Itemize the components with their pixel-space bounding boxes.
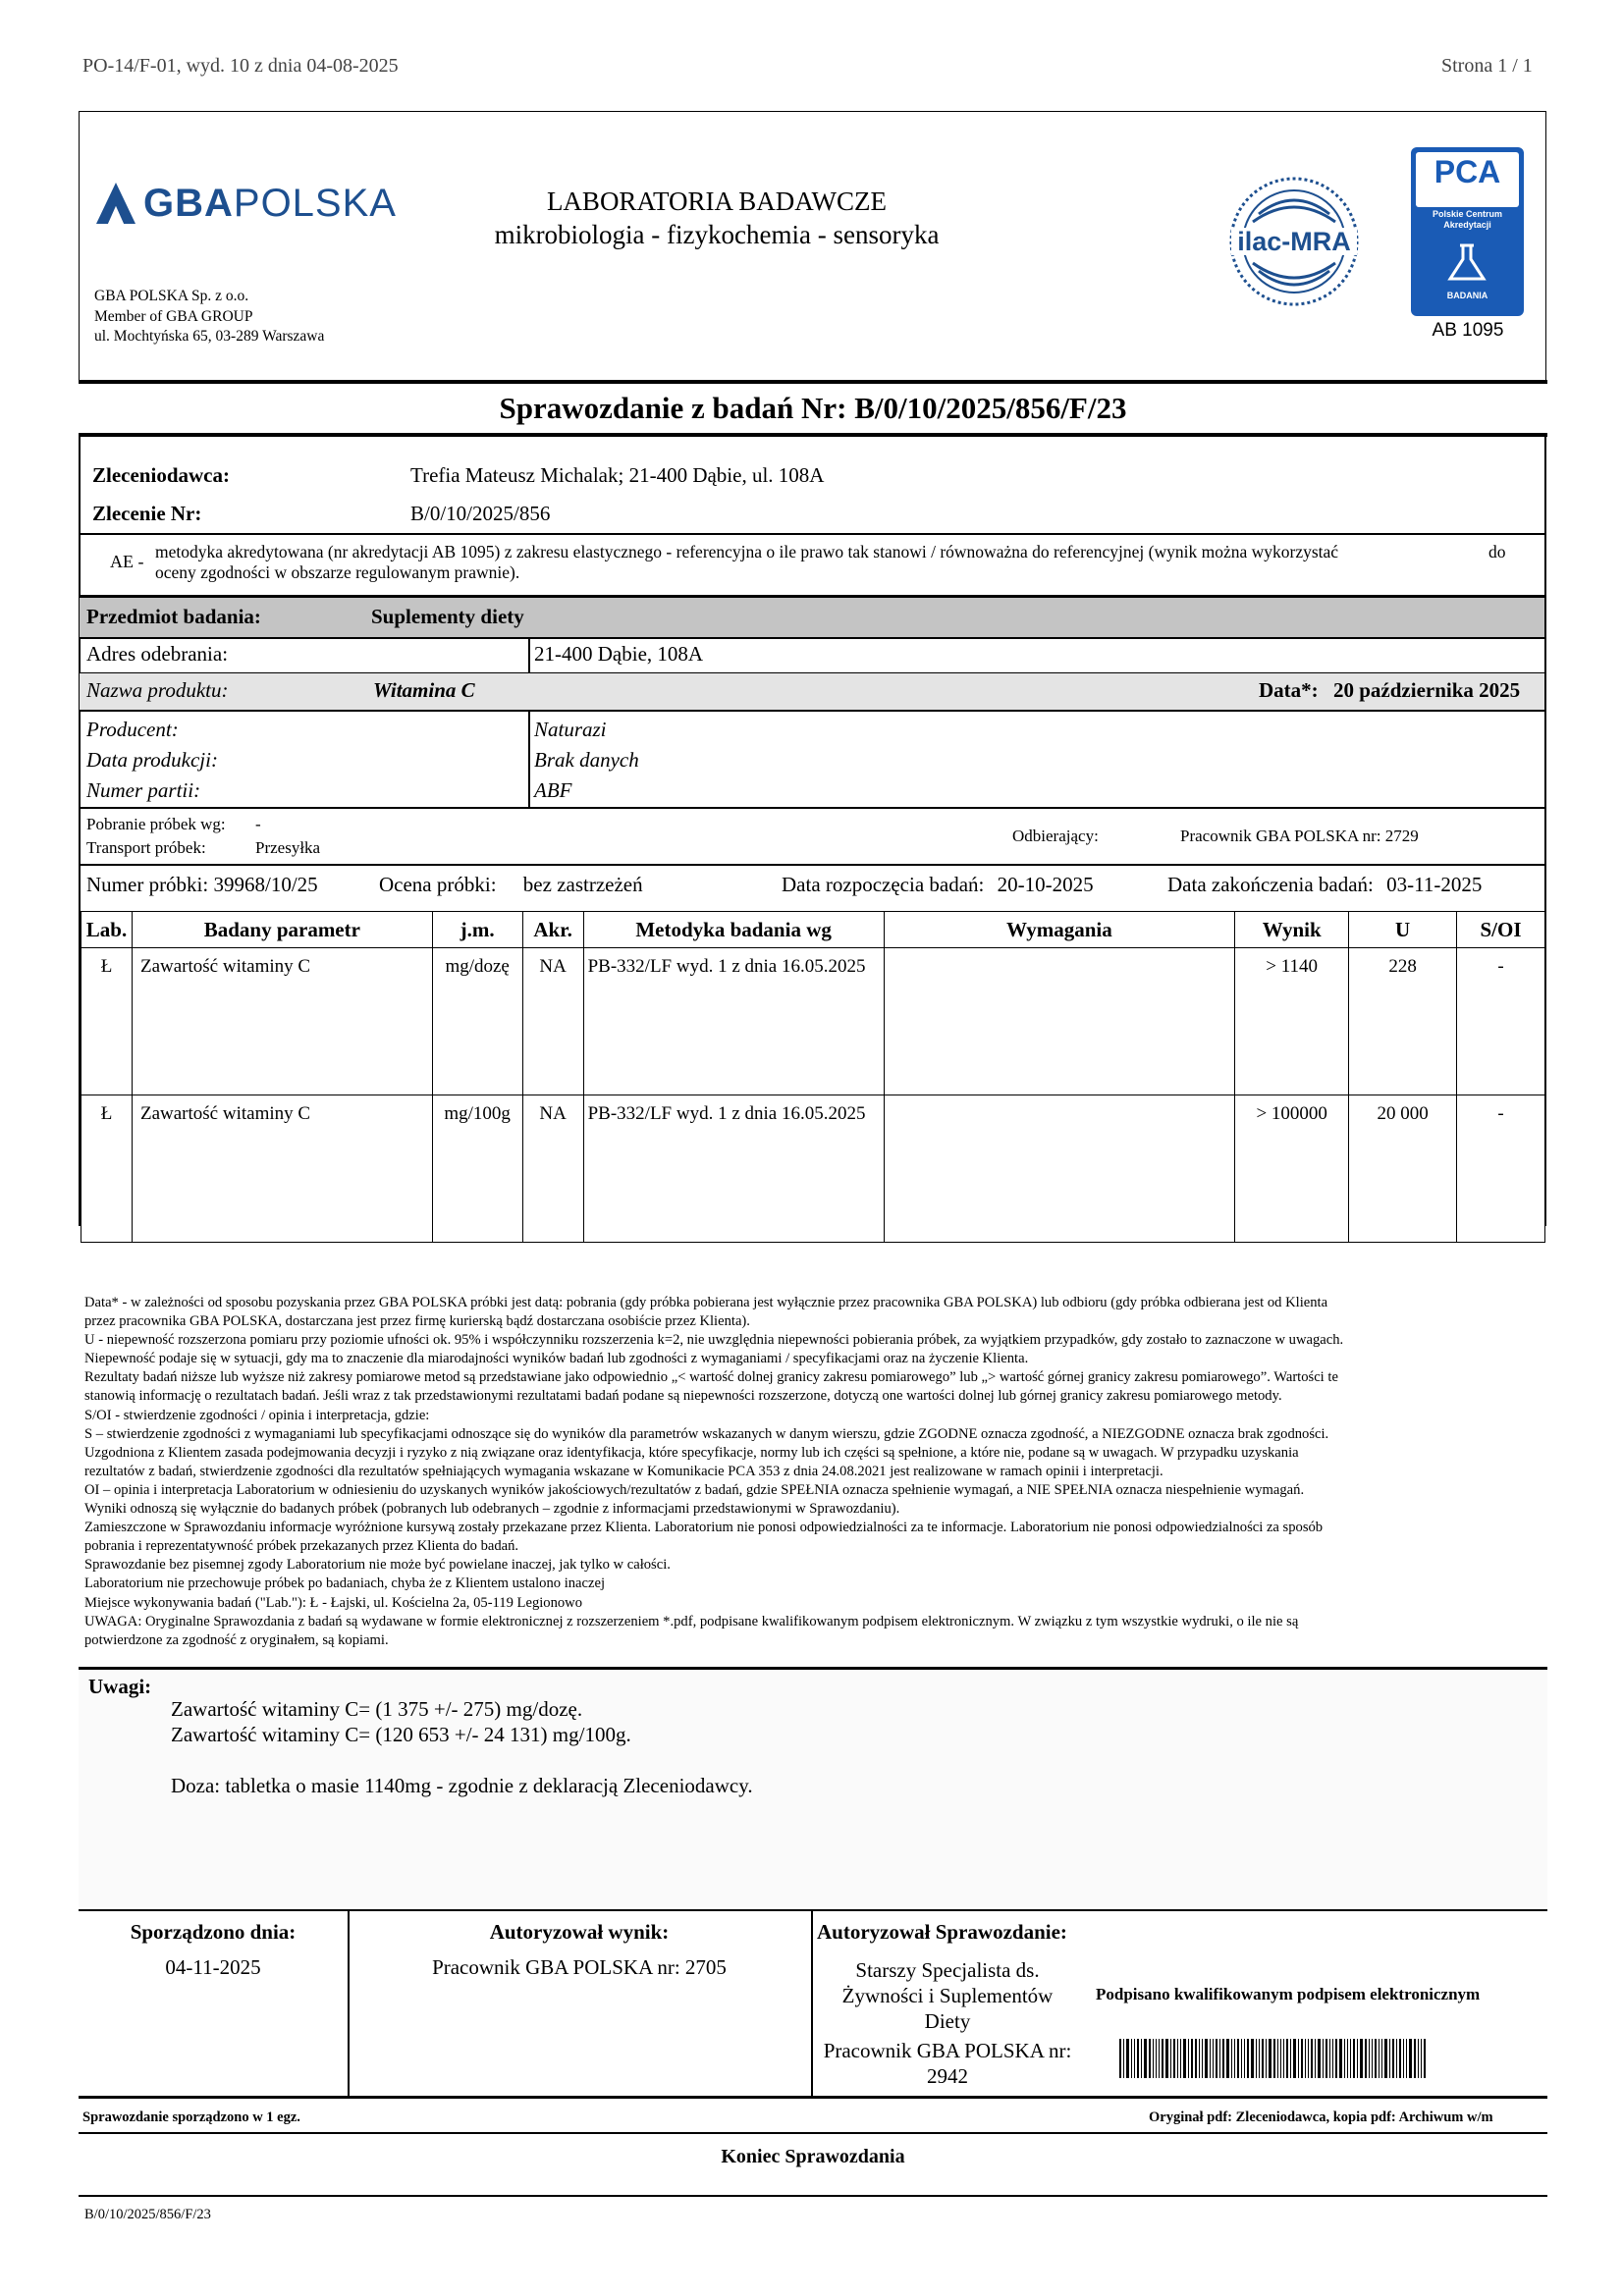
ilac-mra-text: ilac-MRA [1237,227,1351,256]
receiver-value: Pracownik GBA POLSKA nr: 2729 [1180,827,1419,845]
authorized-result-label: Autoryzował wynik: [489,1920,670,1944]
sample-number-label: Numer próbki: [86,873,209,896]
barcode-bar [1191,2039,1193,2078]
barcode-bar [1244,2039,1245,2078]
barcode-bar [1126,2039,1129,2078]
cell-accreditation: NA [522,1095,583,1243]
pca-logo [1411,147,1524,316]
barcode-bar [1247,2039,1249,2078]
barcode-bar [1353,2039,1355,2078]
batch-label: Numer partii: [86,778,201,802]
footnote-line: S – stwierdzenie zgodności z wymaganiami lub specyfikacjami odnoszące się do wyników dla parametrów wskazanych w danym wierszu, gdzie ZGODNE oznacza zgodność, a NIEZGODNE oznacza brak zgodności. [84,1425,1329,1442]
cell-requirements [884,948,1235,1095]
footnote-line: UWAGA: Oryginalne Sprawozdania z badań są wydawane w formie elektronicznej z rozszerzeniem *.pdf, podpisane kwalifikowanym podpisem elektronicznym. W związku z tym wszystkie wydruki, o ile nie są [84,1613,1299,1629]
footnote-line: Data* - w zależności od sposobu pozyskania przez GBA POLSKA próbki jest datą: pobrania (gdy próbka pobierana jest wyłącznie przez pracownika GBA POLSKA) lub odbioru (gdy próbka odbierana jest od Klienta [84,1295,1328,1310]
table-row [81,948,1545,1095]
ae-label: AE - [110,552,144,571]
authorizer-role-line: Starszy Specjalista ds. [855,1958,1040,1982]
end-date-label: Data zakończenia badań: [1167,873,1374,896]
barcode-bar [1409,2039,1412,2078]
start-date [782,873,1094,897]
cell-lab: Ł [81,948,133,1095]
sample-number-value: 39968/10/25 [213,873,318,896]
barcode-bar [1262,2039,1264,2078]
barcode-bar [1406,2039,1407,2078]
footnote-line: stanowią informację o rezultatach badań. Jeśli wraz z tak przedstawionymi rezultatami badań podane są niepewności rozszerzone, dotyczą one wartości dolnej lub górnej granicy zakresu pomiarowego metody. [84,1388,1282,1405]
barcode-bar [1183,2039,1186,2078]
barcode-bar [1286,2039,1288,2078]
barcode-bar [1216,2039,1217,2078]
barcode-bar [1372,2039,1373,2078]
cell-method: PB-332/LF wyd. 1 z dnia 16.05.2025 [583,1095,884,1243]
barcode-bar [1421,2039,1422,2078]
barcode-bar [1347,2039,1348,2078]
sample-evaluation-value: bez zastrzeżeń [522,873,643,896]
lab-address-line: GBA POLSKA Sp. z o.o. [94,288,249,304]
results-table [81,911,1545,1243]
barcode-bar [1424,2039,1426,2078]
footer-report-number: B/0/10/2025/856/F/23 [84,2207,211,2222]
batch-value: ABF [534,778,572,802]
ae-line2: oceny zgodności w obszarze regulowanym prawnie). [155,562,520,582]
barcode-bar [1219,2039,1220,2078]
authorizer-role-line: Diety [924,2009,971,2033]
barcode-bar [1259,2039,1260,2078]
footnote-line: U - niepewność rozszerzona pomiaru przy poziomie ufności ok. 95% i współczynniku rozszerzenia k=2, nie uwzględnia niepewności pobierania próbek, za wyjątkiem przypadków, gdy zostało to zaznaczone w uwagach. [84,1332,1344,1349]
barcode-bar [1277,2039,1278,2078]
barcode-bar [1144,2039,1147,2078]
cell-requirements [884,1095,1235,1243]
barcode-bar [1266,2039,1267,2078]
footnote-line: potwierdzone za zgodność z oryginałem, są kopiami. [84,1631,389,1648]
gba-logo-icon [94,181,137,226]
authorizer-role [811,1957,1084,2034]
flask-icon [1442,241,1491,285]
cell-result: > 100000 [1235,1095,1349,1243]
footnote-line: Zamieszczone w Sprawozdaniu informacje wyróżnione kursywą zostały przekazane przez Klienta. Laboratorium nie ponosi odpowiedzialności za te informacje. Laboratorium nie ponosi odpowiedzialności za sposób [84,1520,1324,1536]
end-date-value: 03-11-2025 [1386,873,1483,896]
barcode-bar [1308,2039,1309,2078]
barcode-bar [1350,2039,1351,2078]
barcode-bar [1375,2039,1377,2078]
producer-value: Naturazi [534,718,607,741]
footnote-line: przez pracownika GBA POLSKA, dostarczana jest przez firmę kurierską bądź dostarczana osobiście przez Klienta). [84,1313,750,1330]
header-uncertainty: U [1349,912,1457,948]
production-date-label: Data produkcji: [86,748,218,772]
footnote-line: Sprawozdanie bez pisemnej zgody Laboratorium nie może być powielane inaczej, jak tylko w całości. [84,1557,671,1574]
remark-line: Doza: tabletka o masie 1140mg - zgodnie z deklaracją Zleceniodawcy. [171,1774,753,1797]
barcode-bar [1332,2039,1333,2078]
cell-unit: mg/100g [432,1095,522,1243]
barcode-bar [1153,2039,1154,2078]
barcode-bar [1149,2039,1151,2078]
authorizer-role-line: Żywności i Suplementów [841,1984,1054,2007]
barcode-bar [1414,2039,1416,2078]
barcode-bar [1305,2039,1306,2078]
remark-line: Zawartość witaminy C= (120 653 +/- 24 131) mg/100g. [171,1723,631,1746]
barcode-bar [1290,2039,1291,2078]
sampling-label: Pobranie próbek wg: [86,815,226,833]
barcode-bar [1165,2039,1168,2078]
barcode-bar [1283,2039,1284,2078]
footnote-line: Niepewność podaje się w sytuacji, gdy ma to znaczenie dla miarodajności wyników badań lub zgodności z wymaganiami / specyfikacjami oraz na życzenie Klienta. [84,1351,1029,1367]
sampling-value: - [255,815,261,833]
barcode-bar [1360,2039,1363,2078]
barcode-bar [1188,2039,1189,2078]
barcode-bar [1159,2039,1160,2078]
form-code: PO-14/F-01, wyd. 10 z dnia 04-08-2025 [82,55,399,77]
barcode-bar [1241,2039,1242,2078]
header-requirements: Wymagania [884,912,1235,948]
sample-evaluation-label: Ocena próbki: [379,873,497,896]
page-number: Strona 1 / 1 [1441,55,1533,77]
address-label: Adres odebrania: [86,642,229,666]
header-lab: Lab. [81,912,133,948]
barcode-bar [1357,2039,1358,2078]
barcode-bar [1170,2039,1171,2078]
ae-do: do [1488,542,1506,561]
barcode-bar [1318,2039,1321,2078]
barcode-bar [1339,2039,1342,2078]
transport-label: Transport próbek: [86,838,206,857]
remarks-text [171,1696,753,1798]
cell-soi: - [1457,948,1545,1095]
footnotes [84,1294,1547,1650]
client-value: Trefia Mateusz Michalak; 21-400 Dąbie, ul. 108A [410,463,825,487]
barcode-bar [1325,2039,1327,2078]
barcode-bar [1365,2039,1367,2078]
barcode-bar [1205,2039,1208,2078]
copies-note: Sprawozdanie sporządzono w 1 egz. [82,2109,300,2125]
barcode-bar [1403,2039,1404,2078]
barcode-bar [1237,2039,1239,2078]
header-accreditation: Akr. [522,912,583,948]
cell-unit: mg/dozę [432,948,522,1095]
barcode-bar [1213,2039,1214,2078]
barcode-bar [1311,2039,1313,2078]
barcode-bar [1226,2039,1229,2078]
barcode-bar [1202,2039,1203,2078]
results-header-row [81,912,1545,948]
barcode-bar [1131,2039,1132,2078]
barcode-bar [1210,2039,1211,2078]
date-label: Data*: [1259,678,1319,702]
pca-text: PCA [1434,154,1501,189]
ilac-mra-seal-icon [1225,173,1363,310]
lab-title-line2: mikrobiologia - fizykochemia - sensoryka [494,220,940,249]
remarks-label: Uwagi: [88,1675,152,1698]
header-soi: S/OI [1457,912,1545,948]
cell-parameter: Zawartość witaminy C [132,948,432,1095]
barcode-bar [1280,2039,1281,2078]
order-value: B/0/10/2025/856 [410,502,551,525]
barcode-bar [1273,2039,1275,2078]
cell-uncertainty: 20 000 [1349,1095,1457,1243]
barcode-bar [1231,2039,1232,2078]
transport-value: Przesyłka [255,838,321,857]
barcode-icon [1119,2039,1520,2078]
signed-text: Podpisano kwalifikowanym podpisem elektronicznym [1096,1985,1481,2003]
barcode-bar [1156,2039,1157,2078]
barcode-bar [1199,2039,1200,2078]
date-value: 20 października 2025 [1333,678,1521,702]
footnote-line: pobrania i reprezentatywność próbek przekazanych przez Klienta do badań. [84,1538,519,1555]
cell-accreditation: NA [522,948,583,1095]
cell-method: PB-332/LF wyd. 1 z dnia 16.05.2025 [583,948,884,1095]
barcode-bar [1162,2039,1163,2078]
table-row [81,1095,1545,1243]
pca-badania: BADANIA [1446,291,1488,300]
footnote-line: Uzgodniona z Klientem zasada podejmowania decyzji i ryzyko z nią związane oraz identyfikacja, które specyfikacje, normy lub ich części są spełnione, a które nie, podane są w uwagach. W przypadku uzyskania [84,1444,1299,1461]
client-label: Zleceniodawca: [92,463,230,487]
footnote-line: rezultatów z badań, stwierdzenie zgodności dla rezultatów spełniających wymagania wskazane w Komunikacie PCA 353 z dnia 24.08.2021 jest realizowane w ramach opinii i interpretacji. [84,1463,1163,1479]
barcode-bar [1329,2039,1330,2078]
barcode-bar [1315,2039,1316,2078]
barcode-bar [1123,2039,1124,2078]
order-label: Zlecenie Nr: [92,502,202,525]
authorizer-employee-line: Pracownik GBA POLSKA nr: [823,2039,1072,2062]
authorized-result-value: Pracownik GBA POLSKA nr: 2705 [432,1955,727,1979]
pca-sub-line2: Akredytacji [1443,220,1491,230]
barcode-bar [1344,2039,1345,2078]
authorized-report-label: Autoryzował Sprawozdanie: [817,1920,1067,1944]
barcode-bar [1234,2039,1235,2078]
header-method: Metodyka badania wg [583,912,884,948]
footnote-line: OI – opinia i interpretacja Laboratorium w odniesieniu do uzyskanych wyników jakościowych/rezultatów z badań, gdzie SPEŁNIA oznacza spełnienie wymagań, a NIE SPEŁNIA oznacza niespełnienie wymagań. [84,1481,1305,1498]
authorizer-employee [811,2038,1084,2089]
barcode-bar [1301,2039,1303,2078]
barcode-bar [1180,2039,1181,2078]
accreditation-number: AB 1095 [1432,320,1504,341]
end-of-report: Koniec Sprawozdania [721,2146,905,2167]
footnote-line: S/OI - stwierdzenie zgodności / opinia i interpretacja, gdzie: [84,1407,430,1423]
barcode-bar [1293,2039,1296,2078]
barcode-bar [1384,2039,1387,2078]
barcode-bar [1134,2039,1135,2078]
footnote-line: Wyniki odnoszą się wyłącznie do badanych próbek (pobranych lub odebranych – zgodnie z informacjami przedstawionymi w Sprawozdaniu). [84,1501,900,1518]
lab-address-line: ul. Mochtyńska 65, 03-289 Warszawa [94,328,325,345]
header-parameter: Badany parametr [132,912,432,948]
barcode-bar [1298,2039,1299,2078]
barcode-bar [1173,2039,1175,2078]
subject-label: Przedmiot badania: [86,605,261,628]
barcode-bar [1335,2039,1337,2078]
footnote-line: Rezultaty badań niższe lub wyższe niż zakresy pomiarowe metod są przedstawiane jako odpowiednio „< wartość dolnej granicy zakresu pomiarowego” lub „> wartość górnej granicy zakresu pomiarowego”. Wartości te [84,1369,1338,1386]
header-unit: j.m. [432,912,522,948]
lab-title [432,185,1001,251]
barcode-bar [1399,2039,1401,2078]
barcode-bar [1369,2039,1370,2078]
start-date-label: Data rozpoczęcia badań: [782,873,985,896]
barcode-bar [1323,2039,1324,2078]
cell-result: > 1140 [1235,948,1349,1095]
start-date-value: 20-10-2025 [997,873,1094,896]
header-result: Wynik [1235,912,1349,948]
gba-logo-polska: POLSKA [233,181,397,225]
prepared-value: 04-11-2025 [165,1955,261,1979]
barcode-bar [1222,2039,1224,2078]
cell-uncertainty: 228 [1349,948,1457,1095]
report-title: Sprawozdanie z badań Nr: B/0/10/2025/856/F/23 [499,391,1127,425]
original-note: Oryginał pdf: Zleceniodawca, kopia pdf: Archiwum w/m [1149,2109,1493,2125]
barcode-bar [1392,2039,1394,2078]
barcode-bar [1269,2039,1271,2078]
product-label: Nazwa produktu: [86,678,229,702]
authorizer-employee-line: 2942 [927,2064,968,2088]
sample-number [86,873,318,897]
barcode-bar [1418,2039,1419,2078]
prepared-label: Sporządzono dnia: [130,1920,297,1944]
barcode-bar [1381,2039,1382,2078]
sample-evaluation [379,873,643,897]
barcode-bar [1379,2039,1380,2078]
product-value: Witamina C [373,678,475,702]
barcode-bar [1177,2039,1178,2078]
ae-description [155,542,1338,583]
lab-address-line: Member of GBA GROUP [94,307,253,325]
cell-soi: - [1457,1095,1545,1243]
footnote-line: Miejsce wykonywania badań ("Lab."): Ł - Łajski, ul. Kościelna 2a, 05-119 Legionowo [84,1594,583,1611]
ae-line1: metodyka akredytowana (nr akredytacji AB 1095) z zakresu elastycznego - referencyjna o ile prawo tak stanowi / równoważna do referencyjnej (wynik można wykorzystać [155,542,1339,561]
barcode-bar [1251,2039,1254,2078]
production-date-value: Brak danych [534,748,639,772]
producer-label: Producent: [86,718,179,741]
receiver-label: Odbierający: [1012,827,1099,845]
end-date [1167,873,1482,897]
lab-title-line1: LABORATORIA BADAWCZE [546,187,888,216]
gba-logo [94,181,397,226]
barcode-bar [1389,2039,1390,2078]
barcode-bar [1141,2039,1142,2078]
barcode-bar [1195,2039,1197,2078]
barcode-bar [1396,2039,1397,2078]
gba-logo-gba: GBA [143,181,234,225]
remark-line: Zawartość witaminy C= (1 375 +/- 275) mg/dozę. [171,1697,583,1721]
footnote-line: Laboratorium nie przechowuje próbek po badaniach, chyba że z Klientem ustalono inaczej [84,1575,606,1592]
barcode-bar [1137,2039,1139,2078]
cell-lab: Ł [81,1095,133,1243]
barcode-bar [1119,2039,1121,2078]
subject-value: Suplementy diety [371,605,524,628]
lab-address [94,287,324,347]
barcode-bar [1256,2039,1257,2078]
address-value: 21-400 Dąbie, 108A [534,642,704,666]
pca-sub-line1: Polskie Centrum [1432,209,1503,219]
cell-parameter: Zawartość witaminy C [132,1095,432,1243]
